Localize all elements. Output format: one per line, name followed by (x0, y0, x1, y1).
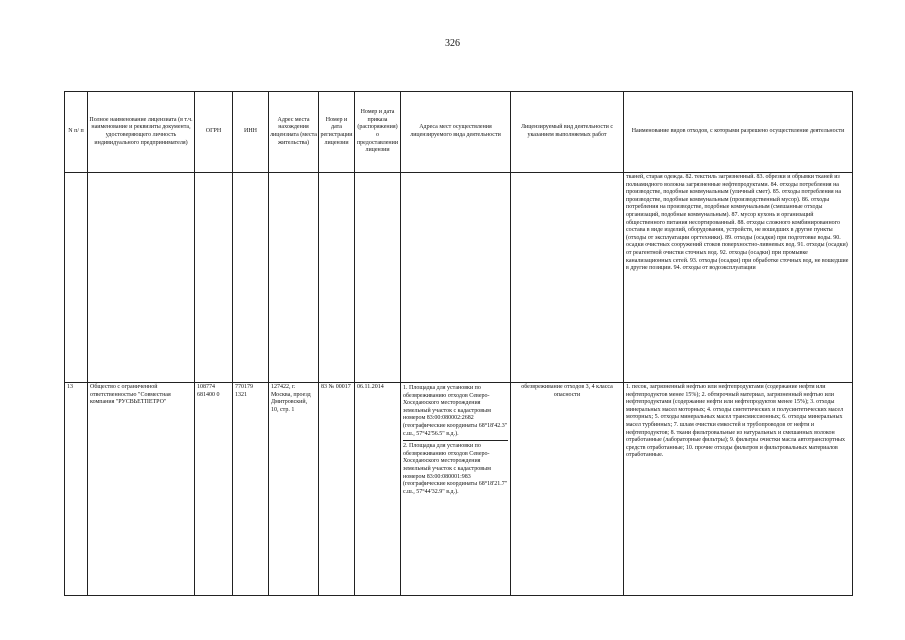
cell-empty (319, 173, 355, 383)
cell-empty (65, 173, 88, 383)
header-order: Номер и дата приказа (распоряжения) о предоставлении лицензии (355, 92, 401, 173)
header-address: Адрес места нахождения лицензиата (места жительства) (269, 92, 319, 173)
entry-places (401, 383, 511, 596)
cell-empty (269, 173, 319, 383)
cell-empty (233, 173, 269, 383)
license-registry-table (64, 91, 853, 596)
cell-empty (355, 173, 401, 383)
page-number: 326 (445, 38, 460, 49)
cell-empty (195, 173, 233, 383)
entry-inn: 770179 1321 (233, 383, 269, 596)
header-ogrn: ОГРН (195, 92, 233, 173)
place-item: 2. Площадка для установки по обезвреживанию отходов Северо-Хоседаюского месторождения земельный участок с кадастровым номером 83:00:080001:983 (географические координаты 68°18'21.7" с.ш., 57°44'32.9" в.д.). (403, 440, 508, 498)
header-registration: Номер и дата регистрации лицензии (319, 92, 355, 173)
header-num: N п/ п (65, 92, 88, 173)
entry-wastes: 1. песок, загрязненный нефтью или нефтепродуктами (содержание нефти или нефтепродуктов менее 15%); 2. обтирочный материал, загрязненный нефтью или нефтепродуктами (содержание нефти или нефтепродуктов менее 15%); 3. отходы минеральных масел моторных; 4. отходы синтетических и полусинтетических масел моторных; 5. отходы минеральных масел трансмиссионных; 6. отходы минеральных масел турбинных; 7. шлам очистки емкостей и трубопроводов от нефти и нефтепродуктов; 8. ткани фильтровальные из натуральных и смешанных волокон отработанные (лабораторные фильтры); 9. фильтры очистки масла автотранспортных средств отработанные; 10. прочие отходы фильтров и фильтровальных материалов отработанные. (624, 383, 853, 596)
entry-ogrn: 108774 681400 0 (195, 383, 233, 596)
continuation-wastes-cell: тканей, старая одежда. 82. текстиль загрязненный. 83. обрезки и обрывки тканей из полиамидного волокна загрязненные нефтепродуктами. 84. отходы потребления на производстве, подобные коммунальным (уличный смет). 85. отходы потребления на производстве, подобные коммунальным (производственный мусор). 86. отходы потребления на производстве, подобные коммунальным (смешанные отходы организаций, подобные коммунальным). 87. мусор кухонь и организаций общественного питания несортированный. 88. отходы сложного комбинированного состава в виде изделий, оборудования, устройств, не вошедших в другие пункты (отходы от эксплуатации оргтехники). 89. отходы (осадки) при подготовке воды. 90. осадки очистных сооружений стоков поверхностно-ливневых вод. 91. отходы (осадки) от реагентной очистки сточных вод. 92. отходы (осадки) при промывке канализационных сетей. 93. отходы (осадки) при обработке сточных вод, не вошедшие в другие позиции. 94. отходы от водоэксплуатации (624, 173, 853, 383)
entry-address: 127422, г. Москва, проезд Дмитровский, 10, стр. 1 (269, 383, 319, 596)
place-item: 1. Площадка для установки по обезвреживанию отходов Северо-Хоседаюского месторождения земельный участок с кадастровым номером 83:00:080002:2682 (географические координаты 68°18'42.3" с.ш., 57°42'56.5" в.д.). (403, 385, 508, 437)
entry-num: 13 (65, 383, 88, 596)
header-activity: Лицензируемый вид деятельности с указанием выполняемых работ (511, 92, 624, 173)
header-places: Адреса мест осуществления лицензируемого вида деятельности (401, 92, 511, 173)
header-wastes: Наименование видов отходов, с которыми разрешено осуществление деятельности (624, 92, 853, 173)
entry-activity: обезвреживание отходов 3, 4 класса опасности (511, 383, 624, 596)
cell-empty (511, 173, 624, 383)
header-row (65, 92, 853, 173)
entry-order-date: 06.11.2014 (355, 383, 401, 596)
cell-empty (401, 173, 511, 383)
continuation-row (65, 173, 853, 383)
header-name: Полное наименование лицензиата (в т.ч. наименование и реквизиты документа, удостоверяющего личность индивидуального предпринимателя) (88, 92, 195, 173)
entry-name: Общество с ограниченной ответственностью "Совместная компания "РУСВЬЕТПЕТРО" (88, 383, 195, 596)
entry-registration: 83 № 00017 (319, 383, 355, 596)
cell-empty (88, 173, 195, 383)
header-inn: ИНН (233, 92, 269, 173)
table-row (65, 383, 853, 596)
